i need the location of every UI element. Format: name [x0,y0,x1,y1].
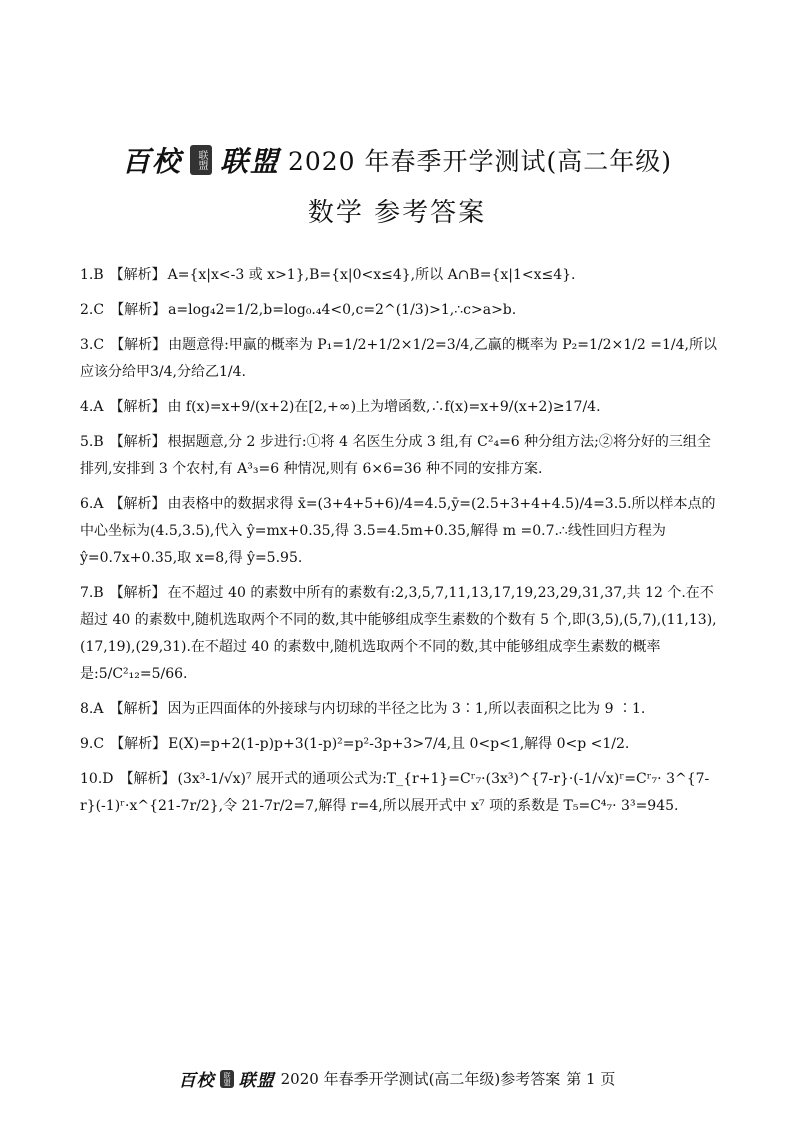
page-number: 第 1 页 [566,1070,616,1088]
analysis-tag: 【解析】 [109,434,166,450]
answer-number: 4.A [80,399,104,415]
analysis-tag: 【解析】 [109,267,166,283]
document-title: 2020 年春季开学测试(高二年级) [287,147,673,176]
answer-text: E(X)=p+2(1-p)p+3(1-p)²=p²-3p+3>7/4,且 0<p<1,解得 0<p <1/2. [168,736,630,752]
page-footer [0,1066,794,1091]
page-header [0,140,794,229]
brand-logo-left: 百校 [121,145,182,178]
brand-logo-right: 联盟 [219,145,280,178]
footer-title: 2020 年春季开学测试(高二年级)参考答案 [280,1070,561,1088]
analysis-tag: 【解析】 [110,736,167,752]
analysis-tag: 【解析】 [109,585,166,601]
answer-text: 根据题意,分 2 步进行:①将 4 名医生分成 3 组,有 C²₄=6 种分组方法;②将分好的三组全排列,安排到 3 个农村,有 A³₃=6 种情况,则有 6×6=36 种不同的安排方案. [80,434,711,477]
answer-number: 7.B [80,585,104,601]
answer-number: 10.D [80,771,114,787]
answer-item [80,297,720,324]
seal-icon: 联盟 [190,145,212,175]
answer-number: 8.A [80,701,104,717]
answer-text: (3x³-1/√x)⁷ 展开式的通项公式为:T_{r+1}=Cʳ₇·(3x³)^{7-r}·(-1/√x)ʳ=Cʳ₇· 3^{7-r}(-1)ʳ·x^{21-7r/2},令 21-7r/2=7,解得 r=4,所以展开式中 x⁷ 项的系数是 T₅=C⁴₇· 3³=945. [80,771,710,814]
analysis-tag: 【解析】 [109,701,166,717]
answer-number: 1.B [80,267,104,283]
answer-item [80,766,720,820]
analysis-tag: 【解析】 [119,771,176,787]
answer-number: 2.C [80,302,105,318]
answer-item [80,731,720,758]
footer-brand-right: 联盟 [238,1071,275,1091]
analysis-tag: 【解析】 [110,337,167,353]
footer-seal-icon: 联盟 [220,1070,234,1088]
answer-item [80,429,720,483]
analysis-tag: 【解析】 [109,399,166,415]
answer-item [80,394,720,421]
answer-text: 在不超过 40 的素数中所有的素数有:2,3,5,7,11,13,17,19,23,29,31,37,共 12 个.在不超过 40 的素数中,随机选取两个不同的数,其中能够组成孪生素数的个数有 5 个,即(3,5),(5,7),(11,13),(17,19),(29,31).在不超过 40 的素数中,随机选取两个不同的数,其中能够组成孪生素数的概率是:5/C²₁₂=5/66. [80,585,717,682]
answer-number: 9.C [80,736,105,752]
answer-item [80,332,720,386]
answer-text: a=log₄2=1/2,b=log₀.₄4<0,c=2^(1/3)>1,∴c>a>b. [168,302,517,318]
answer-text: A={x|x<-3 或 x>1},B={x|0<x≤4},所以 A∩B={x|1<x≤4}. [167,267,576,283]
answer-text: 因为正四面体的外接球与内切球的半径之比为 3∶1,所以表面积之比为 9 ∶1. [167,701,646,717]
title-row [0,140,794,180]
analysis-tag: 【解析】 [110,302,167,318]
answer-text: 由题意得:甲赢的概率为 P₁=1/2+1/2×1/2=3/4,乙赢的概率为 P₂=1/2×1/2 =1/4,所以应该分给甲3/4,分给乙1/4. [80,337,717,380]
answer-item [80,580,720,688]
answer-number: 6.A [80,496,104,512]
answer-item [80,696,720,723]
answer-number: 3.C [80,337,105,353]
analysis-tag: 【解析】 [109,496,166,512]
answer-number: 5.B [80,434,104,450]
answer-item [80,491,720,572]
footer-brand-left: 百校 [178,1071,215,1091]
answer-list [80,262,720,828]
answer-text: 由 f(x)=x+9/(x+2)在[2,+∞)上为增函数,∴f(x)=x+9/(x+2)≥17/4. [167,399,601,415]
answer-item [80,262,720,289]
document-subtitle: 数学 参考答案 [307,198,487,228]
answer-text: 由表格中的数据求得 x̄=(3+4+5+6)/4=4.5,ȳ=(2.5+3+4+4.5)/4=3.5.所以样本点的中心坐标为(4.5,3.5),代入 ŷ=mx+0.35,得 3.5=4.5m+0.35,解得 m =0.7.∴线性回归方程为 ŷ=0.7x+0.35,取 x=8,得 ŷ=5.95. [80,496,716,566]
